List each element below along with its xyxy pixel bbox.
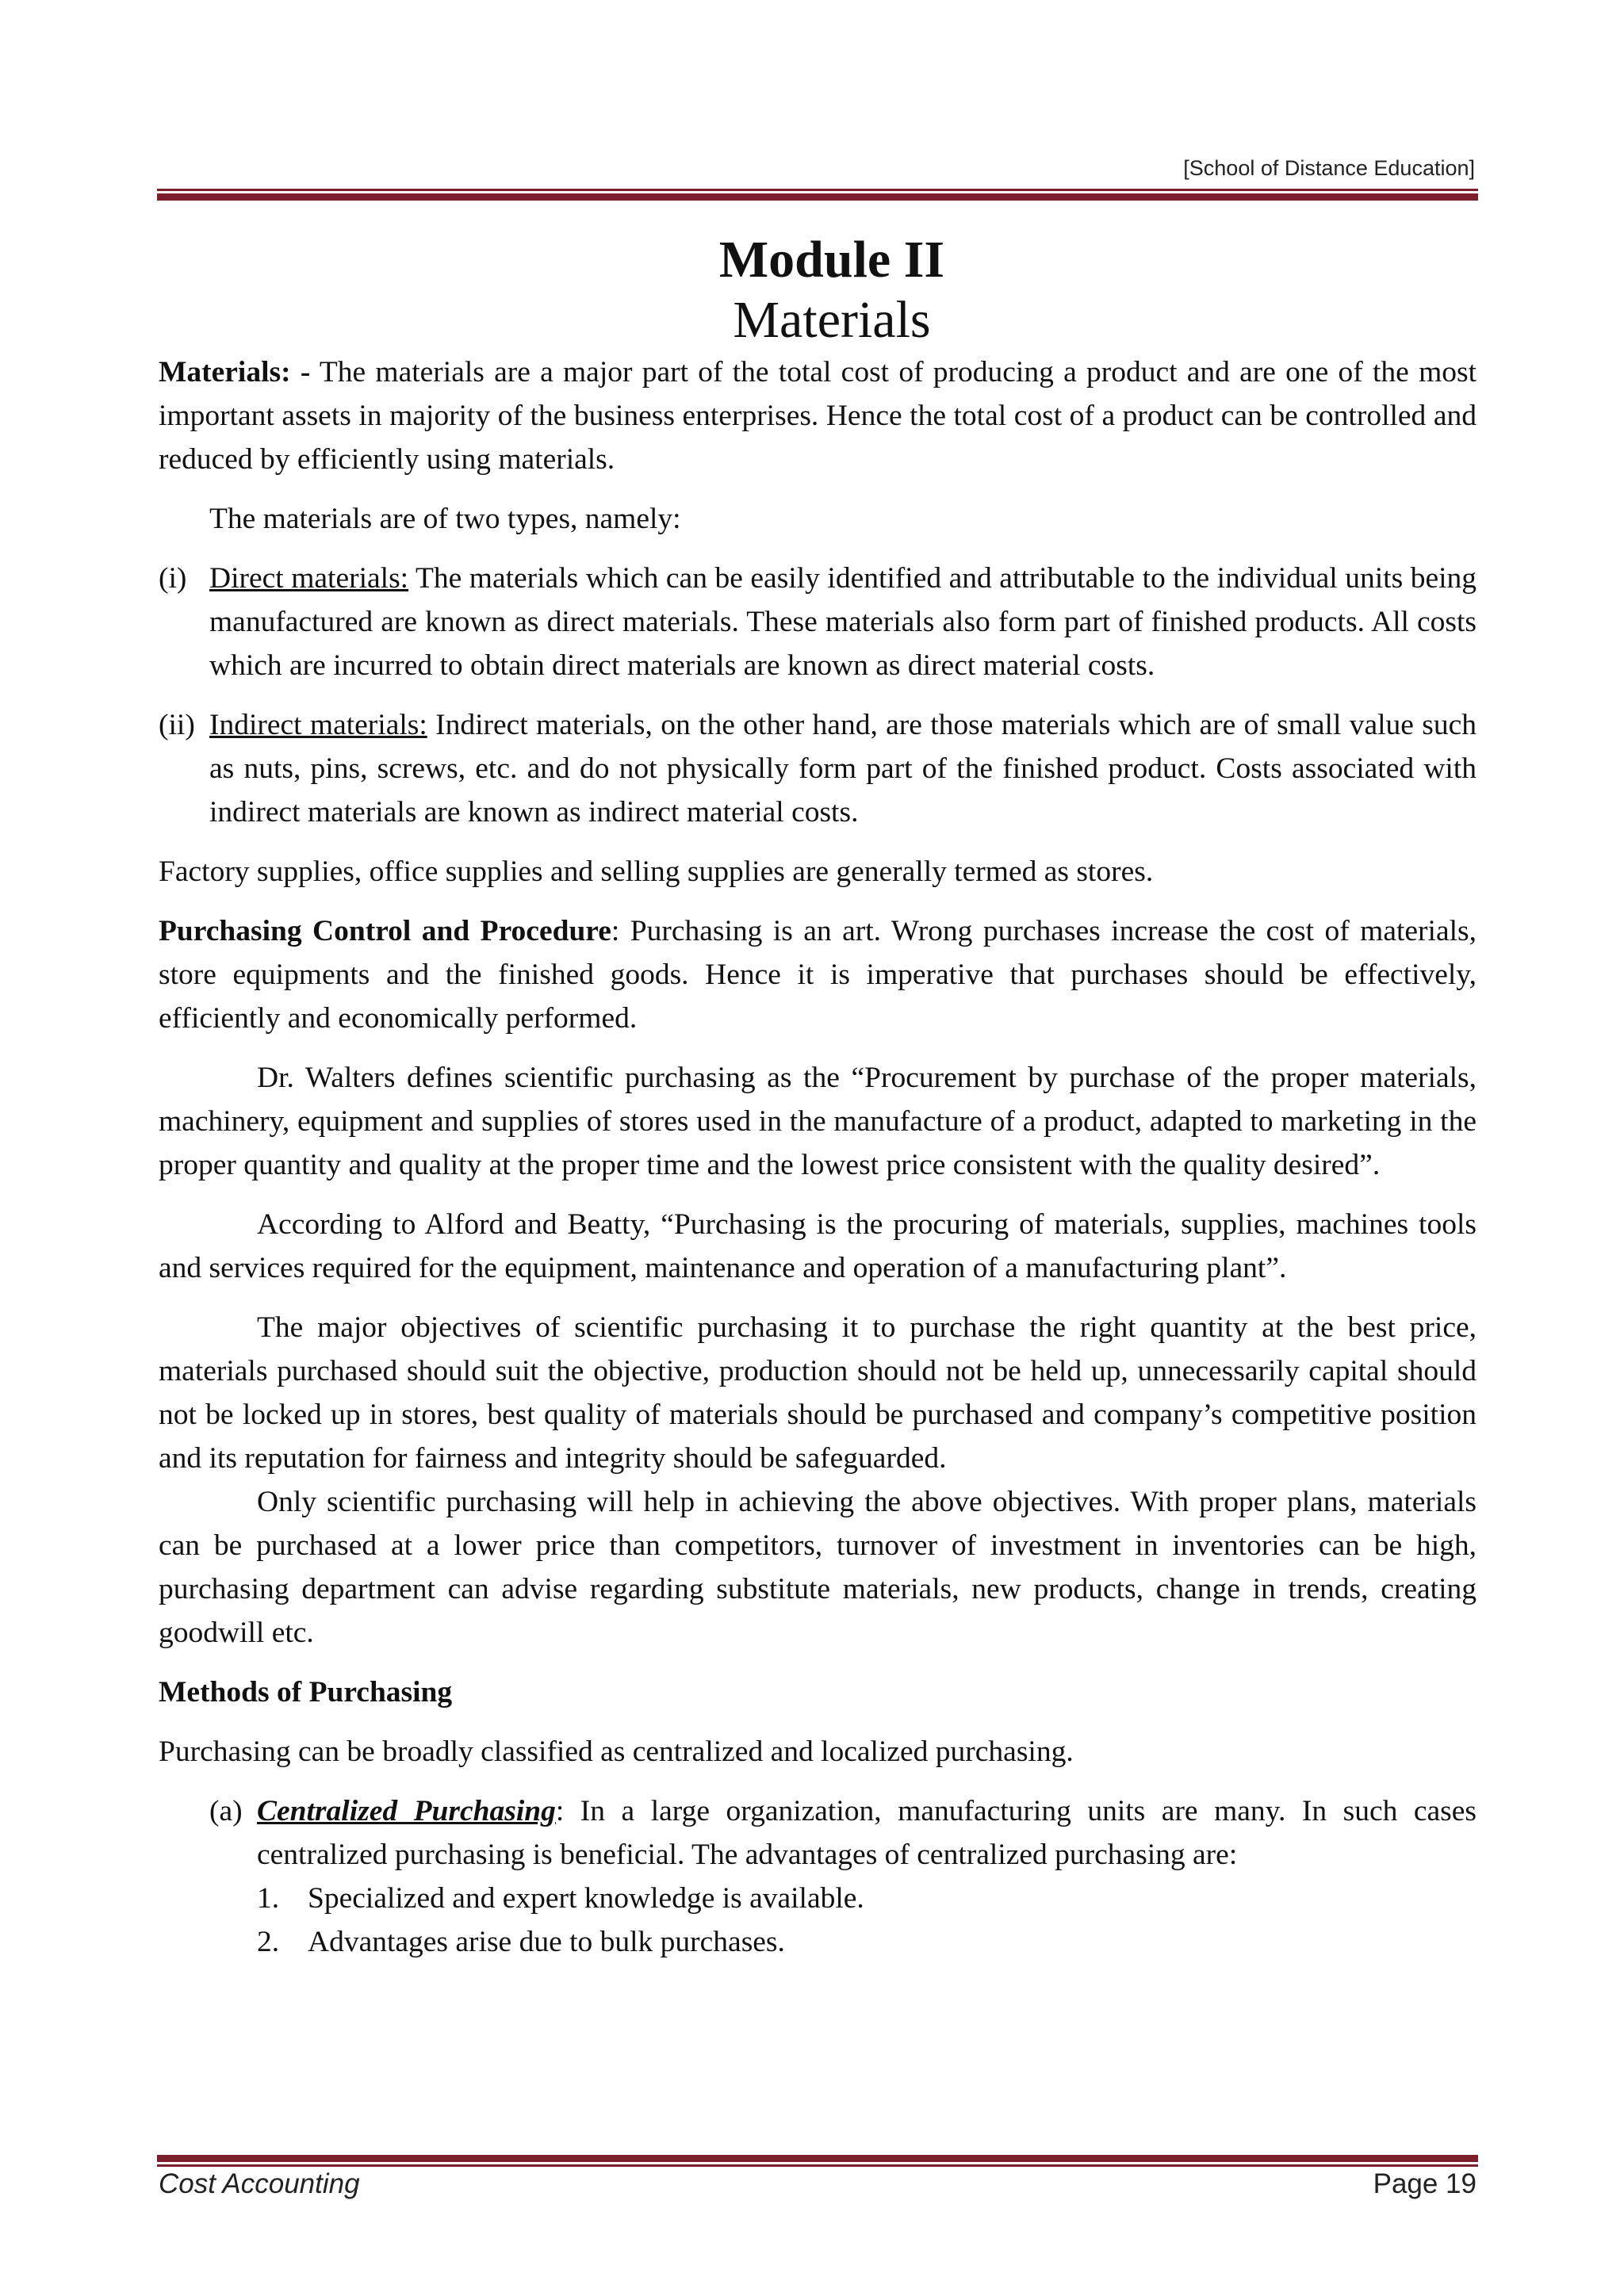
intro-lead: Materials: - (159, 356, 311, 388)
list-body (209, 703, 1477, 834)
list-body (257, 1789, 1477, 1877)
intro-text: The materials are a major part of the total cost of producing a product and are one of the most important assets in majority of the business enterprises. Hence the total cost of a product can be controlled and reduced by efficiently using materials. (159, 356, 1477, 476)
list-marker: (i) (159, 562, 187, 595)
scientific-paragraph: Only scientific purchasing will help in achieving the above objectives. With proper plans, materials can be purchased at a lower price than competitors, turnover of investment in inventories can be high, purchasing department can advise regarding substitute materials, new products, change in trends, creating goodwill etc. (159, 1486, 1477, 1649)
advantage-text: Specialized and expert knowledge is available. (308, 1882, 864, 1915)
header-rule (157, 189, 1478, 201)
number-marker: 2. (257, 1926, 280, 1958)
purchasing-lead: Purchasing Control and Procedure (159, 915, 611, 947)
advantage-item (257, 1920, 1477, 1964)
page-content (159, 230, 1477, 1964)
header-school-name: [School of Distance Education] (1183, 156, 1475, 180)
walters-definition: Dr. Walters defines scientific purchasing as the “Procurement by purchase of the proper materials, machinery, equipment and supplies of stores used in the manufacture of a product, adapted to marketing in the proper quantity and quality at the proper time and the lowest price consistent with the quality desired”. (159, 1062, 1477, 1181)
intro-paragraph (159, 350, 1477, 481)
definition-direct-materials: The materials which can be easily identified and attributable to the individual units being manufactured are known as direct materials. These materials also form part of finished products. All costs which are incurred to obtain direct materials are known as direct material costs. (209, 562, 1477, 682)
advantage-text: Advantages arise due to bulk purchases. (308, 1926, 785, 1958)
term-direct-materials: Direct materials: (209, 562, 409, 595)
title-block (187, 230, 1477, 350)
footer-course-title: Cost Accounting (159, 2168, 360, 2199)
stores-note: Factory supplies, office supplies and selling supplies are generally termed as stores. (159, 855, 1154, 888)
footer-rule (157, 2152, 1478, 2167)
types-intro: The materials are of two types, namely: (209, 503, 681, 535)
list-item-direct-materials (159, 557, 1477, 687)
advantage-item (257, 1877, 1477, 1920)
list-marker: (ii) (159, 709, 195, 741)
list-item-centralized-purchasing (159, 1789, 1477, 1877)
methods-intro: Purchasing can be broadly classified as centralized and localized purchasing. (159, 1735, 1074, 1768)
term-indirect-materials: Indirect materials: (209, 709, 427, 741)
advantages-list (159, 1877, 1477, 1964)
definition-centralized-purchasing: : In a large organization, manufacturing units are many. In such cases centralized purchasing is beneficial. The advantages of centralized purchasing are: (257, 1795, 1477, 1871)
number-marker: 1. (257, 1882, 280, 1915)
purchasing-paragraph (159, 909, 1477, 1040)
list-body (209, 557, 1477, 687)
term-centralized-purchasing: Centralized Purchasing (257, 1795, 556, 1827)
module-title: Module II (718, 231, 945, 289)
definition-indirect-materials: Indirect materials, on the other hand, are those materials which are of small value such as nuts, pins, screws, etc. and do not physically form part of the finished product. Costs associated with indirect materials are known as indirect material costs. (209, 709, 1477, 828)
list-item-indirect-materials (159, 703, 1477, 834)
list-marker: (a) (209, 1795, 243, 1827)
footer-page-number: Page 19 (1373, 2168, 1477, 2199)
purchasing-text: : Purchasing is an art. Wrong purchases increase the cost of materials, store equipments and the finished goods. Hence it is imperative that purchases should be effectively, efficiently and economically performed. (159, 915, 1477, 1035)
objectives-paragraph: The major objectives of scientific purchasing it to purchase the right quantity at the best price, materials purchased should suit the objective, production should not be held up, unnecessarily capital should not be locked up in stores, best quality of materials should be purchased and company’s competitive position and its reputation for fairness and integrity should be safeguarded. (159, 1311, 1477, 1475)
methods-heading: Methods of Purchasing (159, 1676, 453, 1709)
alford-definition: According to Alford and Beatty, “Purchasing is the procuring of materials, supplies, machines tools and services required for the equipment, maintenance and operation of a manufacturing plant”. (159, 1208, 1477, 1284)
chapter-title: Materials (733, 291, 931, 349)
